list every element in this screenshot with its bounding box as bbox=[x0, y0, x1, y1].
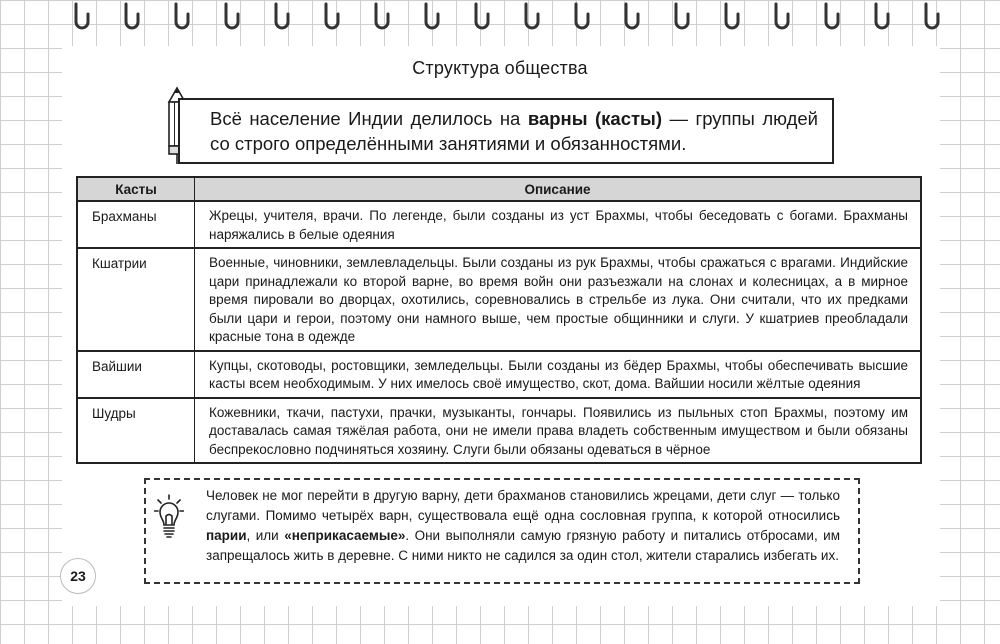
caste-name: Брахманы bbox=[77, 201, 195, 248]
column-header-description: Описание bbox=[195, 177, 922, 201]
table-row bbox=[77, 351, 921, 398]
caste-description: Кожевники, ткачи, пастухи, прачки, музыканты, гончары. Появились из пыльных стоп Брахмы, поэтому им доставалась самая тяжёлая работа, они не имели права владеть собственным имуществом и были обязаны беспрекословно подчиняться хозяину. Слуги были обязаны одеваться в чёрное bbox=[195, 398, 922, 464]
definition-text-end: — группы людей со строго определёнными занятиями и обязанностями. bbox=[210, 108, 819, 154]
note-term-pariahs: парии bbox=[206, 528, 247, 543]
table-row bbox=[77, 398, 921, 464]
lightbulb-icon bbox=[154, 494, 184, 538]
caste-description: Военные, чиновники, землевладельцы. Были созданы из рук Брахмы, чтобы сражаться с врагами. Индийские цари принадлежали ко второй варне, во время войн они разъезжали на слонах и колесницах, а в мирное время пировали во дворцах, охотились, соревновались в стрельбе из лука. Они считали, что их предками были цари и герои, поэтому они намного выше, чем простые общинники и слуги. У кшатриев преобладали красные тона в одежде bbox=[195, 248, 922, 351]
note-term-untouchables: «неприкасаемые» bbox=[284, 528, 406, 543]
castes-table bbox=[76, 176, 922, 464]
column-header-castes: Касты bbox=[77, 177, 195, 201]
spiral-binding bbox=[0, 0, 1000, 40]
caste-name: Шудры bbox=[77, 398, 195, 464]
caste-name: Кшатрии bbox=[77, 248, 195, 351]
caste-description: Жрецы, учителя, врачи. По легенде, были созданы из уст Брахмы, чтобы беседовать с богами. Брахманы наряжались в белые одеяния bbox=[195, 201, 922, 248]
definition-text-start: Всё население Индии делилось на bbox=[210, 108, 528, 129]
spiral-ring-icon bbox=[76, 4, 938, 28]
note-text-part: , или bbox=[246, 528, 285, 543]
page-number: 23 bbox=[60, 558, 96, 594]
caste-description: Купцы, скотоводы, ростовщики, земледельцы. Были созданы из бёдер Брахмы, чтобы обеспечивать высшие касты всем необходимым. У них имелось своё имущество, скот, дома. Вайшии носили жёлтые одеяния bbox=[195, 351, 922, 398]
definition-term: варны (касты) bbox=[527, 108, 663, 129]
table-row bbox=[77, 248, 921, 351]
caste-name: Вайшии bbox=[77, 351, 195, 398]
table-row bbox=[77, 201, 921, 248]
page-title: Структура общества bbox=[412, 58, 588, 78]
note-text-part: . Они выполняли самую грязную работу и питались отбросами, им запрещалось жить в деревне. С ними никто не садился за один стол, жители старались избегать их. bbox=[206, 528, 840, 563]
note-box bbox=[144, 478, 860, 584]
note-text-part: Человек не мог перейти в другую варну, дети брахманов становились жрецами, дети слуг — только слугами. Помимо четырёх варн, существовала ещё одна сословная группа, к которой относились bbox=[206, 488, 840, 523]
definition-box bbox=[178, 98, 834, 164]
table-header-row bbox=[77, 177, 921, 201]
